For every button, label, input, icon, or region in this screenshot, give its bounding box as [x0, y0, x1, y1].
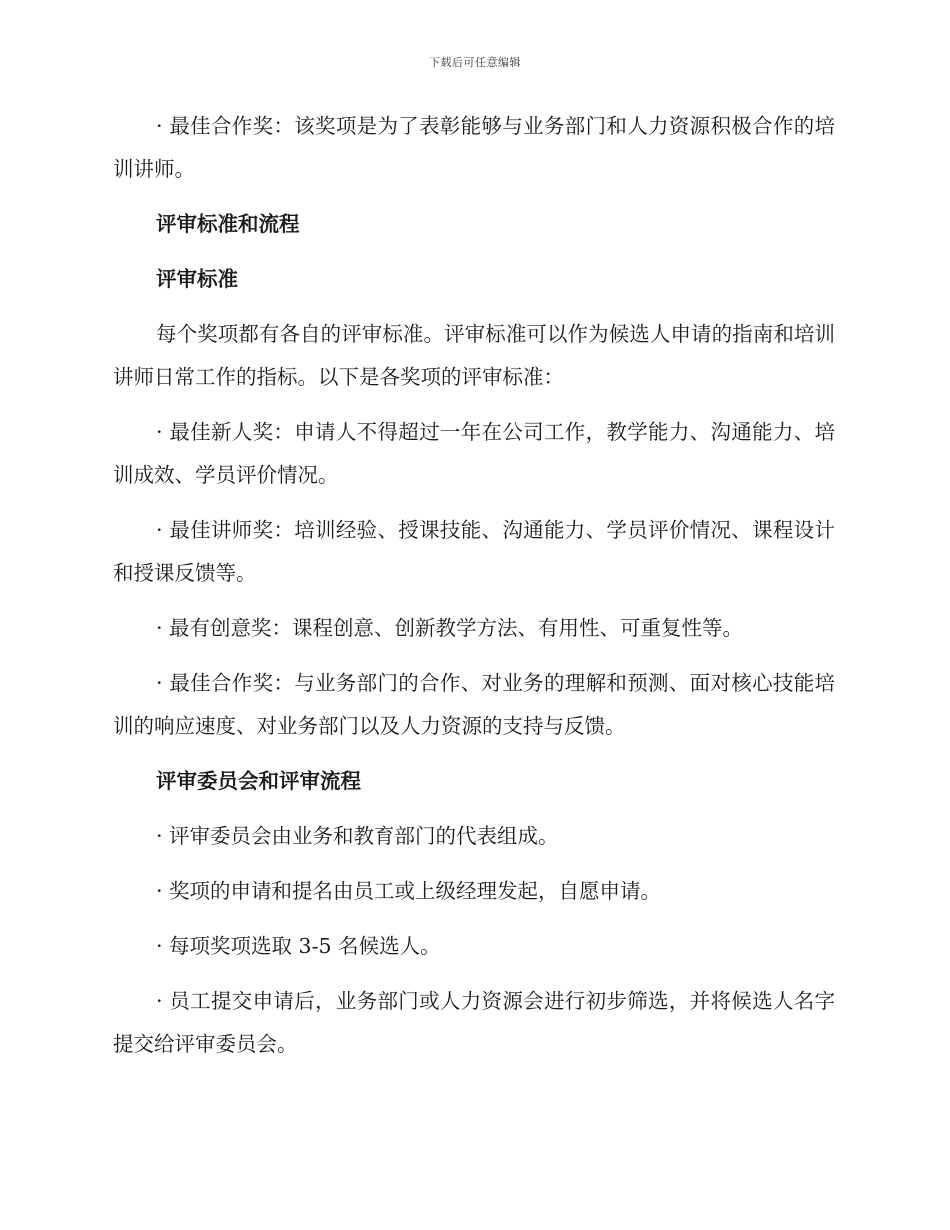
heading-review-standards: 评审标准: [156, 267, 238, 291]
header-note: 下载后可任意编辑: [429, 56, 521, 69]
paragraph-best-cooperation: · 最佳合作奖：与业务部门的合作、对业务的理解和预测、面对核心技能培训的响应速度、对业务部门以及人力资源的支持与反馈。: [113, 671, 835, 738]
paragraph-most-creative: · 最有创意奖：课程创意、创新教学方法、有用性、可重复性等。: [156, 616, 744, 640]
paragraph-standards-intro: 每个奖项都有各自的评审标准。评审标准可以作为候选人申请的指南和培训讲师日常工作的指标。以下是各奖项的评审标准：: [113, 322, 835, 389]
paragraph-nomination: · 奖项的申请和提名由员工或上级经理发起，自愿申请。: [156, 879, 662, 903]
paragraph-screening: · 员工提交申请后，业务部门或人力资源会进行初步筛选，并将候选人名字提交给评审委员会。: [113, 989, 835, 1056]
paragraph-best-newcomer: · 最佳新人奖：申请人不得超过一年在公司工作，教学能力、沟通能力、培训成效、学员评价情况。: [113, 420, 835, 487]
paragraph-candidates: · 每项奖项选取 3-5 名候选人。: [156, 934, 441, 958]
heading-committee-process: 评审委员会和评审流程: [156, 769, 361, 793]
paragraph-best-lecturer: · 最佳讲师奖：培训经验、授课技能、沟通能力、学员评价情况、课程设计和授课反馈等。: [113, 518, 835, 585]
paragraph-committee: · 评审委员会由业务和教育部门的代表组成。: [156, 824, 559, 848]
heading-review-standards-process: 评审标准和流程: [156, 212, 300, 236]
paragraph-best-cooperation-intro: · 最佳合作奖：该奖项是为了表彰能够与业务部门和人力资源积极合作的培训讲师。: [113, 114, 835, 181]
document-body: [113, 105, 835, 1078]
